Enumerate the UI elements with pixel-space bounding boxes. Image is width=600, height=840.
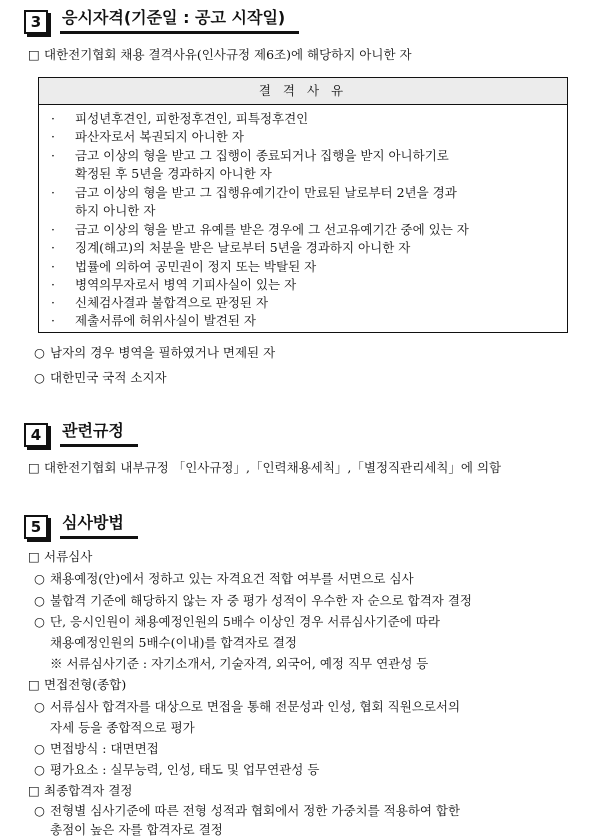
list-item: ○ 평가요소 : 실무능력, 인성, 태도 및 업무연관성 등	[34, 762, 320, 777]
dot-bullet-icon: ·	[51, 240, 55, 255]
subsection-title: □ 서류심사	[28, 549, 93, 564]
dot-bullet-icon: ·	[51, 259, 55, 274]
subsection-title: □ 최종합격자 결정	[28, 783, 133, 798]
list-item-continued: 하지 아니한 자	[75, 203, 156, 218]
extra-item: ○ 남자의 경우 병역을 필하였거나 면제된 자	[34, 345, 276, 360]
list-item: ○ 단, 응시인원이 채용예정인원의 5배수 이상인 경우 서류심사기준에 따라	[34, 614, 440, 629]
extra-item: ○ 대한민국 국적 소지자	[34, 370, 167, 385]
circle-bullet-icon: ○	[34, 593, 45, 608]
square-bullet-icon: □	[28, 460, 40, 475]
list-item: · 제출서류에 허위사실이 발견된 자	[51, 313, 256, 328]
list-item: · 피성년후견인, 피한정후견인, 피특정후견인	[51, 111, 309, 126]
list-item: · 병역의무자로서 병역 기피사실이 있는 자	[51, 277, 297, 292]
intro-text: 대한전기협회 채용 결격사유(인사규정 제6조)에 해당하지 아니한 자	[44, 47, 412, 62]
dot-bullet-icon: ·	[51, 148, 55, 163]
section-number-badge: 5	[24, 515, 48, 539]
list-item: ○ 불합격 기준에 해당하지 않는 자 중 평가 성적이 우수한 자 순으로 합격자 결정	[34, 593, 473, 608]
list-item: ○ 면접방식 : 대면면접	[34, 741, 159, 756]
square-bullet-icon: □	[28, 783, 40, 798]
dot-bullet-icon: ·	[51, 222, 55, 237]
section-number-badge: 4	[24, 423, 48, 447]
circle-bullet-icon: ○	[34, 571, 45, 586]
square-bullet-icon: □	[28, 677, 40, 692]
list-item: · 금고 이상의 형을 받고 그 집행유예기간이 만료된 날로부터 2년을 경과	[51, 185, 457, 200]
section-title: 심사방법	[60, 513, 138, 539]
list-item: ○ 채용예정(안)에서 정하고 있는 자격요건 적합 여부를 서면으로 심사	[34, 571, 414, 586]
square-bullet-icon: □	[28, 549, 40, 564]
circle-bullet-icon: ○	[34, 803, 45, 818]
disqualification-box	[38, 77, 568, 333]
list-item-continued: 확정된 후 5년을 경과하지 아니한 자	[75, 166, 272, 181]
list-item-continued: 자세 등을 종합적으로 평가	[50, 720, 195, 735]
section-title: 관련규정	[60, 421, 138, 447]
list-item: · 법률에 의하여 공민권이 정지 또는 박탈된 자	[51, 259, 317, 274]
list-item: · 징계(해고)의 처분을 받은 날로부터 5년을 경과하지 아니한 자	[51, 240, 411, 255]
dot-bullet-icon: ·	[51, 277, 55, 292]
review-criteria-note: ※ 서류심사기준 : 자기소개서, 기술자격, 외국어, 예정 직무 연관성 등	[50, 656, 429, 671]
square-bullet-icon: □	[28, 47, 40, 62]
regulation-line: □ 대한전기협회 내부규정 「인사규정」,「인력채용세칙」,「별정직관리세칙」에 의함	[28, 460, 502, 475]
list-item: · 신체검사결과 불합격으로 판정된 자	[51, 295, 269, 310]
dot-bullet-icon: ·	[51, 185, 55, 200]
list-item: · 파산자로서 복권되지 아니한 자	[51, 129, 244, 144]
dot-bullet-icon: ·	[51, 295, 55, 310]
list-item: ○ 서류심사 합격자를 대상으로 면접을 통해 전문성과 인성, 협회 직원으로서의	[34, 699, 461, 714]
circle-bullet-icon: ○	[34, 614, 45, 629]
section-title: 응시자격(기준일 : 공고 시작일)	[60, 8, 299, 34]
list-item: ○ 전형별 심사기준에 따른 전형 성적과 협회에서 정한 가중치를 적용하여 합한	[34, 803, 461, 818]
subsection-title: □ 면접전형(종합)	[28, 677, 127, 692]
circle-bullet-icon: ○	[34, 762, 45, 777]
box-header: 결 격 사 유	[39, 78, 567, 105]
section-5-heading	[24, 513, 138, 539]
dot-bullet-icon: ·	[51, 313, 55, 328]
intro-line	[28, 47, 412, 63]
section-3-heading	[24, 8, 299, 34]
list-item-continued: 총점이 높은 자를 합격자로 결정	[50, 822, 223, 837]
list-item: · 금고 이상의 형을 받고 그 집행이 종료되거나 집행을 받지 아니하기로	[51, 148, 449, 163]
circle-bullet-icon: ○	[34, 699, 45, 714]
list-item: · 금고 이상의 형을 받고 유예를 받은 경우에 그 선고유예기간 중에 있는 자	[51, 222, 469, 237]
dot-bullet-icon: ·	[51, 129, 55, 144]
circle-bullet-icon: ○	[34, 741, 45, 756]
circle-bullet-icon: ○	[34, 345, 45, 360]
section-number-badge: 3	[24, 10, 48, 34]
section-4-heading	[24, 421, 138, 447]
circle-bullet-icon: ○	[34, 370, 45, 385]
list-item-continued: 채용예정인원의 5배수(이내)를 합격자로 결정	[50, 635, 297, 650]
dot-bullet-icon: ·	[51, 111, 55, 126]
